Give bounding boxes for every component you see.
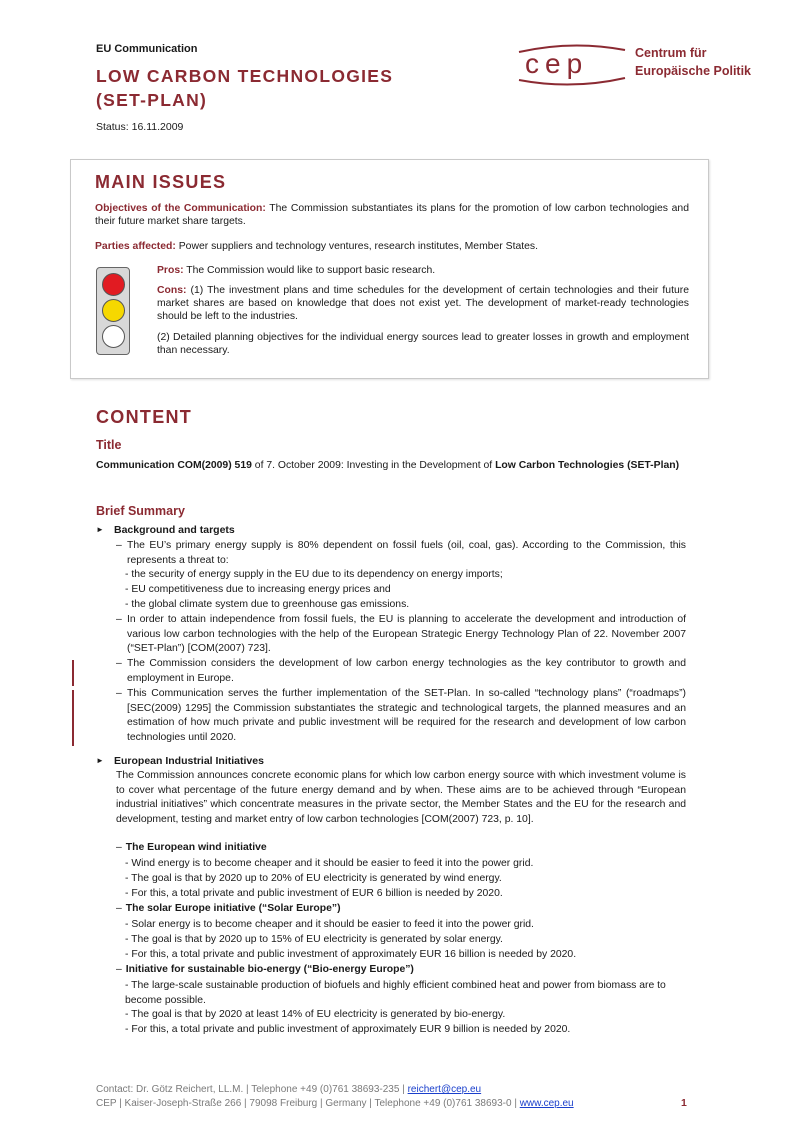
parties-paragraph [95,240,689,253]
background-item-2: – In order to attain independence from fossil fuels, the EU is planning to accelerate the development and introduction of various low carbon technologies with the help of the European Strategic Energy Technology Plan of 22. November 2007 (“SET-Plan”) [COM(2007) 723]. [116,614,686,654]
threat-item-1: - the security of energy supply in the EU due to its dependency on energy imports; [125,569,503,580]
communication-title: Communication COM(2009) 519 of 7. October 2009: Investing in the Development of Low Carbon Technologies (SET-Plan) [96,460,680,471]
svg-text:cep: cep [525,48,589,79]
objectives-label: Objectives of the Communication: [95,203,266,214]
cons-text-1: (1) The investment plans and time schedules for the development of certain technologies and their future market shares are based on knowledge that does not exist yet. The development of market-ready technologies should be left to the industries. [157,285,689,322]
background-item-3: – The Commission considers the development of low carbon energy technologies as the key contributor to growth and employment in Europe. [116,658,686,684]
content-heading: CONTENT [96,407,193,427]
objectives-text: The Commission substantiates its plans for the promotion of low carbon technologies and their future market share targets. [95,203,689,227]
title-heading: Title [96,438,122,452]
brief-summary-heading: Brief Summary [96,504,185,518]
change-bar [72,660,74,686]
pros-text: The Commission would like to support basic research. [186,265,436,276]
cons-paragraph [157,284,689,323]
initiatives-intro: The Commission announces concrete economic plans for which low carbon energy source with which investment volume is to cover what percentage of the future energy demand and by when. These aims are to be achieved through “European industrial initiatives” which concentrate measures in the private sector, the Member States and the EU for the research and development, testing and market entry of low carbon technologies [COM(2007) 723, p. 10]. [116,770,686,825]
document-type: EU Communication [96,43,198,55]
cep-logo-mark [517,40,627,90]
triangle-bullet-icon: ► [96,525,104,534]
solar-item-1: - Solar energy is to become cheaper and it should be easier to feed it into the power grid. [125,919,534,930]
threat-item-2: - EU competitiveness due to increasing energy prices and [125,584,391,595]
background-item-4: – This Communication serves the further implementation of the SET-Plan. In so-called “technology plans” (“roadmaps”) [SEC(2009) 1295] the Commission substantiates the strategic and technological targets, the planned measures and an estimation of how much private and public investment will be required for the research and development of low carbon technologies until 2020. [116,688,686,743]
bio-item-2: - The goal is that by 2020 at least 14% of EU electricity is generated by bio-energy. [125,1009,506,1020]
wind-item-3: - For this, a total private and public investment of EUR 6 billion is needed by 2020. [125,888,503,899]
cep-logo [517,40,757,90]
change-bar [72,690,74,746]
parties-text: Power suppliers and technology ventures, research institutes, Member States. [178,241,538,252]
parties-label: Parties affected: [95,241,176,252]
threat-item-3: - the global climate system due to greenhouse gas emissions. [125,599,410,610]
solar-initiative-heading: – The solar Europe initiative (“Solar Europe”) [116,903,341,914]
solar-item-3: - For this, a total private and public investment of approximately EUR 16 billion is needed by 2020. [125,949,577,960]
solar-item-2: - The goal is that by 2020 up to 15% of EU electricity is generated by solar energy. [125,934,503,945]
bio-item-1: - The large-scale sustainable production of biofuels and highly efficient combined heat and power from biomass are to become possible. [125,980,666,1006]
email-link[interactable]: reichert@cep.eu [407,1084,482,1095]
pros-label: Pros: [157,265,184,276]
yellow-lamp-icon [102,299,125,322]
traffic-light-icon [96,267,130,355]
title-line-2: (SET-PLAN) [96,90,208,110]
objectives-paragraph [95,202,689,228]
main-issues-box [70,159,709,379]
red-lamp-icon [102,273,125,296]
cons-label: Cons: [157,285,187,296]
page-number: 1 [681,1097,687,1109]
wind-item-2: - The goal is that by 2020 up to 20% of EU electricity is generated by wind energy. [125,873,502,884]
title-line-1: LOW CARBON TECHNOLOGIES [96,66,394,86]
pros-paragraph [157,264,689,277]
status-date: Status: 16.11.2009 [96,121,184,133]
document-title [96,64,393,112]
wind-initiative-heading: – The European wind initiative [116,842,267,853]
triangle-bullet-icon: ► [96,756,104,765]
cons-paragraph-2: (2) Detailed planning objectives for the individual energy sources lead to greater losses in growth and employment than necessary. [157,332,689,356]
wind-item-1: - Wind energy is to become cheaper and it should be easier to feed it into the power grid. [125,858,534,869]
background-item-1: – The EU’s primary energy supply is 80% dependent on fossil fuels (oil, coal, gas). According to the Commission, this represents a threat to: [116,540,686,566]
background-heading: ► Background and targets [96,524,235,536]
white-lamp-icon [102,325,125,348]
industrial-initiatives-heading: ► European Industrial Initiatives [96,755,264,767]
bio-initiative-heading: – Initiative for sustainable bio-energy (“Bio-energy Europe”) [116,964,414,975]
logo-organization-name: Centrum für Europäische Politik [635,46,752,78]
website-link[interactable]: www.cep.eu [519,1098,574,1109]
bio-item-3: - For this, a total private and public investment of approximately EUR 9 billion is needed by 2020. [125,1024,571,1035]
footer-address: CEP | Kaiser-Joseph-Straße 266 | 79098 Freiburg | Germany | Telephone +49 (0)761 38693-0 | www.cep.eu [96,1098,574,1109]
main-issues-heading: MAIN ISSUES [95,172,227,192]
footer-contact: Contact: Dr. Götz Reichert, LL.M. | Telephone +49 (0)761 38693-235 | reichert@cep.eu [96,1084,482,1095]
